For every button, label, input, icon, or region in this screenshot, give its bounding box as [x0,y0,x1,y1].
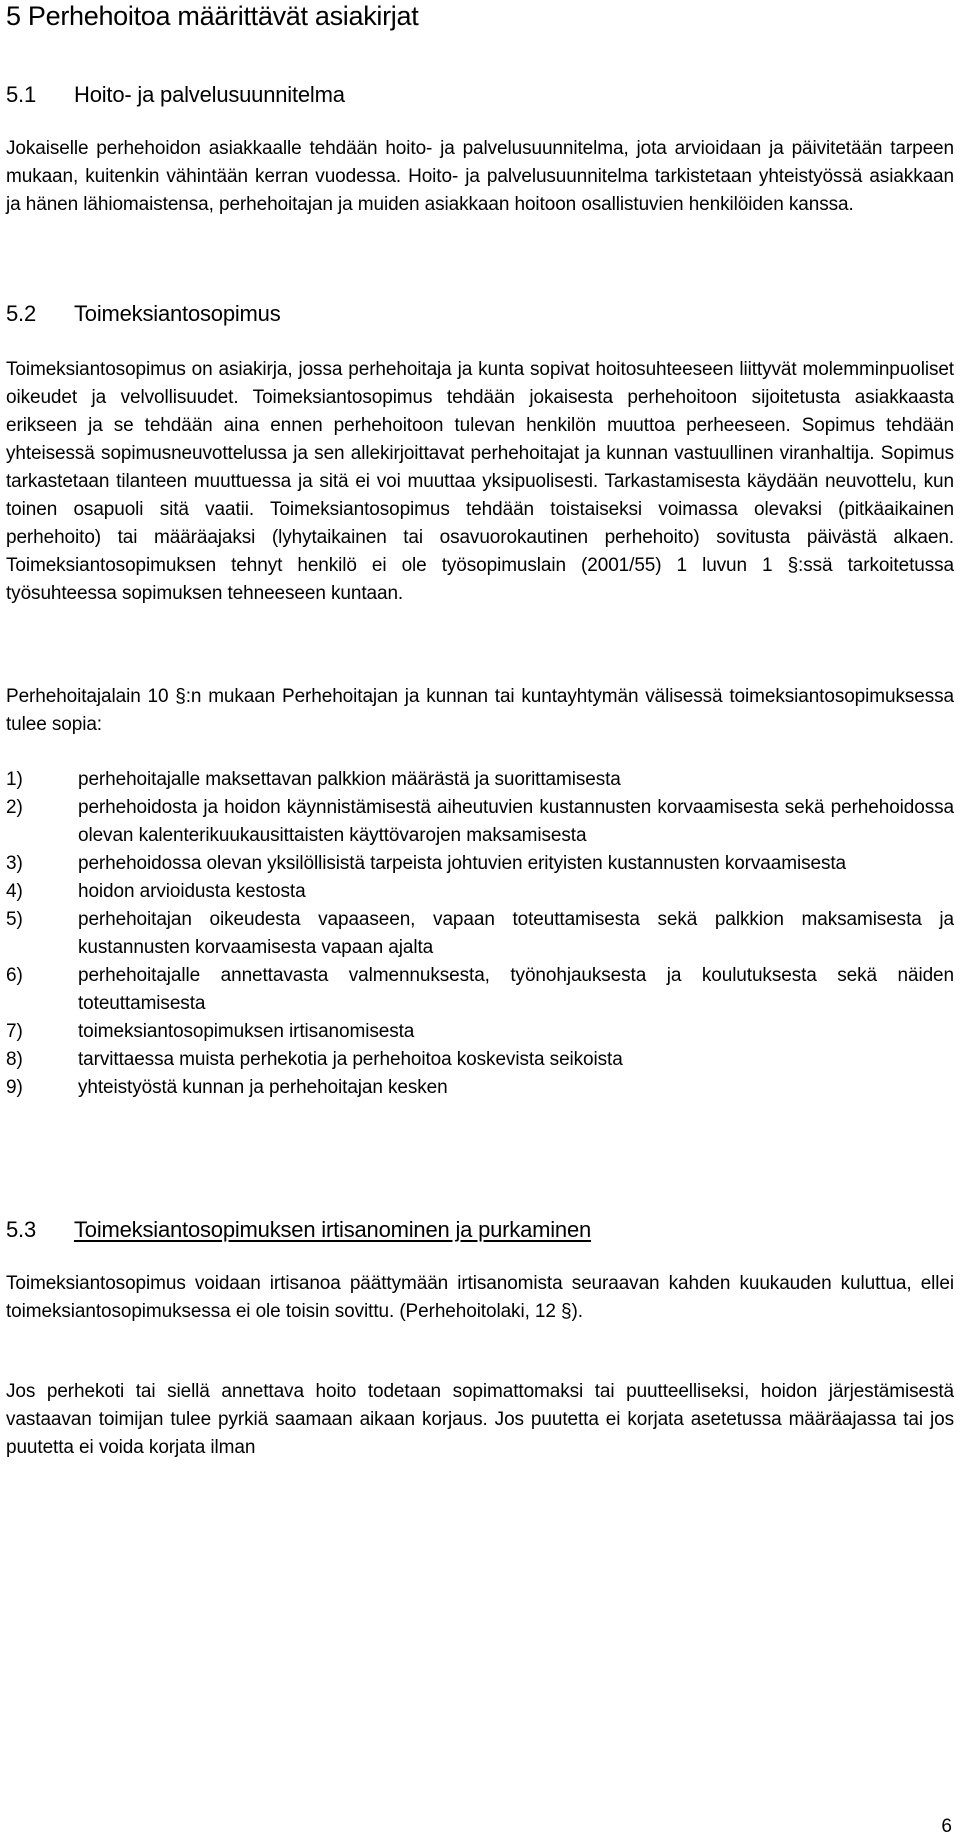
list-item: 2) perhehoidosta ja hoidon käynnistämisestä aiheutuvien kustannusten korvaamisesta sekä perhehoidossa olevan kalenterikuukausittaisten käyttövarojen maksamisesta [6,797,954,846]
list-item: 3) perhehoidossa olevan yksilöllisistä tarpeista johtuvien erityisten kustannusten korvaamisesta [6,853,847,874]
section-heading-5-2 [6,300,281,328]
list-item: 4) hoidon arvioidusta kestosta [6,881,306,902]
list-item: 7) toimeksiantosopimuksen irtisanomisesta [6,1021,415,1042]
paragraph: Toimeksiantosopimus voidaan irtisanoa päättymään irtisanomista seuraavan kahden kuukauden kuluttua, ellei toimeksiantosopimuksessa ei ole toisin sovittu. (Perhehoitolaki, 12 §). [6,1273,954,1322]
list-item: 9) yhteistyöstä kunnan ja perhehoitajan kesken [6,1077,448,1098]
section-number: 5.2 [6,301,36,326]
paragraph: Jos perhekoti tai siellä annettava hoito todetaan sopimattomaksi tai puutteelliseksi, hoidon järjestämisestä vastaavan toimijan tulee pyrkiä saamaan aikaan korjaus. Jos puutetta ei korjata asetetussa määräajassa tai jos puutetta ei voida korjata ilman [6,1381,954,1458]
document-page [6,0,960,1846]
paragraph: Jokaiselle perhehoidon asiakkaalle tehdään hoito- ja palvelusuunnitelma, jota arvioidaan ja päivitetään tarpeen mukaan, kuitenkin vähintään kerran vuodessa. Hoito- ja palvelusuunnitelma tarkistetaan yhteistyössä asiakkaan ja hänen lähiomaistensa, perhehoitajan ja muiden asiakkaan hoitoon osallistuvien henkilöiden kanssa. [6,138,954,215]
list-item: 8) tarvittaessa muista perhekotia ja perhehoitoa koskevista seikoista [6,1049,623,1070]
section-number: 5.3 [6,1217,36,1242]
list-item: 1) perhehoitajalle maksettavan palkkion määrästä ja suorittamisesta [6,769,621,790]
section-title: Toimeksiantosopimuksen irtisanominen ja purkaminen [74,1217,592,1242]
list-item: 6) perhehoitajalle annettavasta valmennuksesta, työnohjauksesta ja koulutuksesta sekä näiden toteuttamisesta [6,965,954,1014]
paragraph: Perhehoitajalain 10 §:n mukaan Perhehoitajan ja kunnan tai kuntayhtymän välisessä toimeksiantosopimuksessa tulee sopia: [6,686,954,735]
paragraph: Toimeksiantosopimus on asiakirja, jossa perhehoitaja ja kunta sopivat hoitosuhteeseen liittyvät molemminpuoliset oikeudet ja velvollisuudet. Toimeksiantosopimus tehdään jokaisesta perhehoitoon sijoitetusta asiakkaasta erikseen ja se tehdään aina ennen perhehoitoon tulevan henkilön muuttoa perheeseen. Sopimus tehdään yhteisessä sopimusneuvottelussa ja sen allekirjoittavat perhehoitajat ja kunnan vastuullinen viranhaltija. Sopimus tarkastetaan tilanteen muuttuessa ja sitä ei voi muuttaa yksipuolisesti. Tarkastamisesta käydään neuvottelu, kun toinen osapuoli sitä vaatii. Toimeksiantosopimus tehdään toistaiseksi voimassa olevaksi (pitkäaikainen perhehoito) tai määräajaksi (lyhytaikainen tai osavuorokautinen perhehoito) sovitusta päivästä alkaen. Toimeksiantosopimuksen tehnyt henkilö ei ole työsopimuslain (2001/55) 1 luvun 1 §:ssä tarkoitetussa työsuhteessa sopimuksen tehneeseen kuntaan. [6,359,954,604]
list-item: 5) perhehoitajan oikeudesta vapaaseen, vapaan toteuttamisesta sekä palkkion maksamisesta ja kustannusten korvaamisesta vapaan ajalta [6,909,954,958]
section-heading-5-1 [6,81,345,109]
section-title: Toimeksiantosopimus [74,301,281,326]
page-number: 6 [941,1816,952,1837]
section-title: Hoito- ja palvelusuunnitelma [74,82,345,107]
section-heading-5-3 [6,1216,591,1244]
section-number: 5.1 [6,82,36,107]
agreement-items-list [6,766,954,1102]
chapter-title: 5 Perhehoitoa määrittävät asiakirjat [6,1,419,31]
